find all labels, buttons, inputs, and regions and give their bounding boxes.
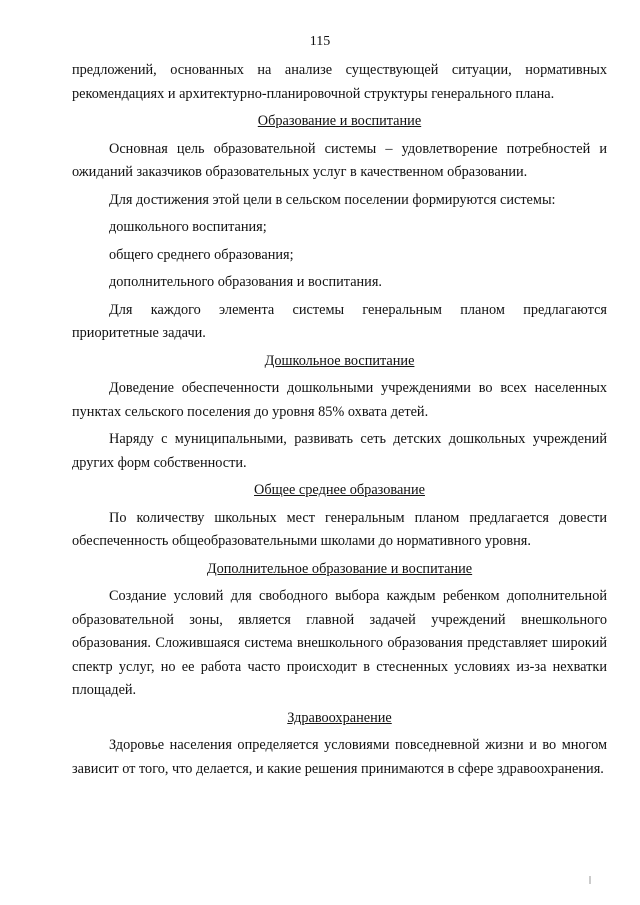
health-paragraph-1: Здоровье населения определяется условиями повседневной жизни и во многом зависит от того, что делается, и какие решения принимаются в сфере здравоохранения.	[72, 737, 607, 777]
preschool-paragraph-2: Наряду с муниципальными, развивать сеть детских дошкольных учреждений других форм собственности.	[72, 431, 607, 471]
education-list-item-2: общего среднего образования;	[109, 246, 294, 263]
education-paragraph-2: Для достижения этой цели в сельском поселении формируются системы:	[109, 191, 556, 208]
scan-mark	[589, 876, 591, 884]
preschool-paragraph-1: Доведение обеспеченности дошкольными учреждениями во всех населенных пунктах сельского поселения до уровня 85% охвата детей.	[72, 380, 607, 420]
education-paragraph-1: Основная цель образовательной системы – удовлетворение потребностей и ожиданий заказчиков образовательных услуг в качественном образовании.	[72, 140, 607, 180]
education-list-item-1: дошкольного воспитания;	[109, 219, 267, 235]
education-list-item-3: дополнительного образования и воспитания.	[109, 274, 382, 290]
section-title-education: Образование и воспитание	[257, 113, 422, 129]
intro-paragraph: предложений, основанных на анализе существующей ситуации, нормативных рекомендациях и архитектурно-планировочной структуры генерального плана.	[72, 62, 607, 102]
education-paragraph-3: Для каждого элемента системы генеральным планом предлагаются приоритетные задачи.	[72, 301, 607, 341]
document-body	[72, 59, 607, 785]
general-paragraph-1: По количеству школьных мест генеральным планом предлагается довести обеспеченность общеобразовательными школами до нормативного уровня.	[72, 509, 607, 549]
section-title-preschool: Дошкольное воспитание	[264, 352, 415, 369]
additional-paragraph-1: Создание условий для свободного выбора каждым ребенком дополнительной образовательной зоны, является главной задачей учреждений внешкольного образования. Сложившаяся система внешкольного образования представляет широкий спектр услуг, но ее работа часто происходит в стесненных условиях из-за нехватки площадей.	[72, 588, 607, 698]
section-title-general: Общее среднее образование	[254, 482, 425, 498]
section-title-health: Здравоохранение	[287, 709, 392, 726]
section-title-additional: Дополнительное образование и воспитание	[206, 560, 473, 577]
page-number: 115	[309, 34, 331, 49]
